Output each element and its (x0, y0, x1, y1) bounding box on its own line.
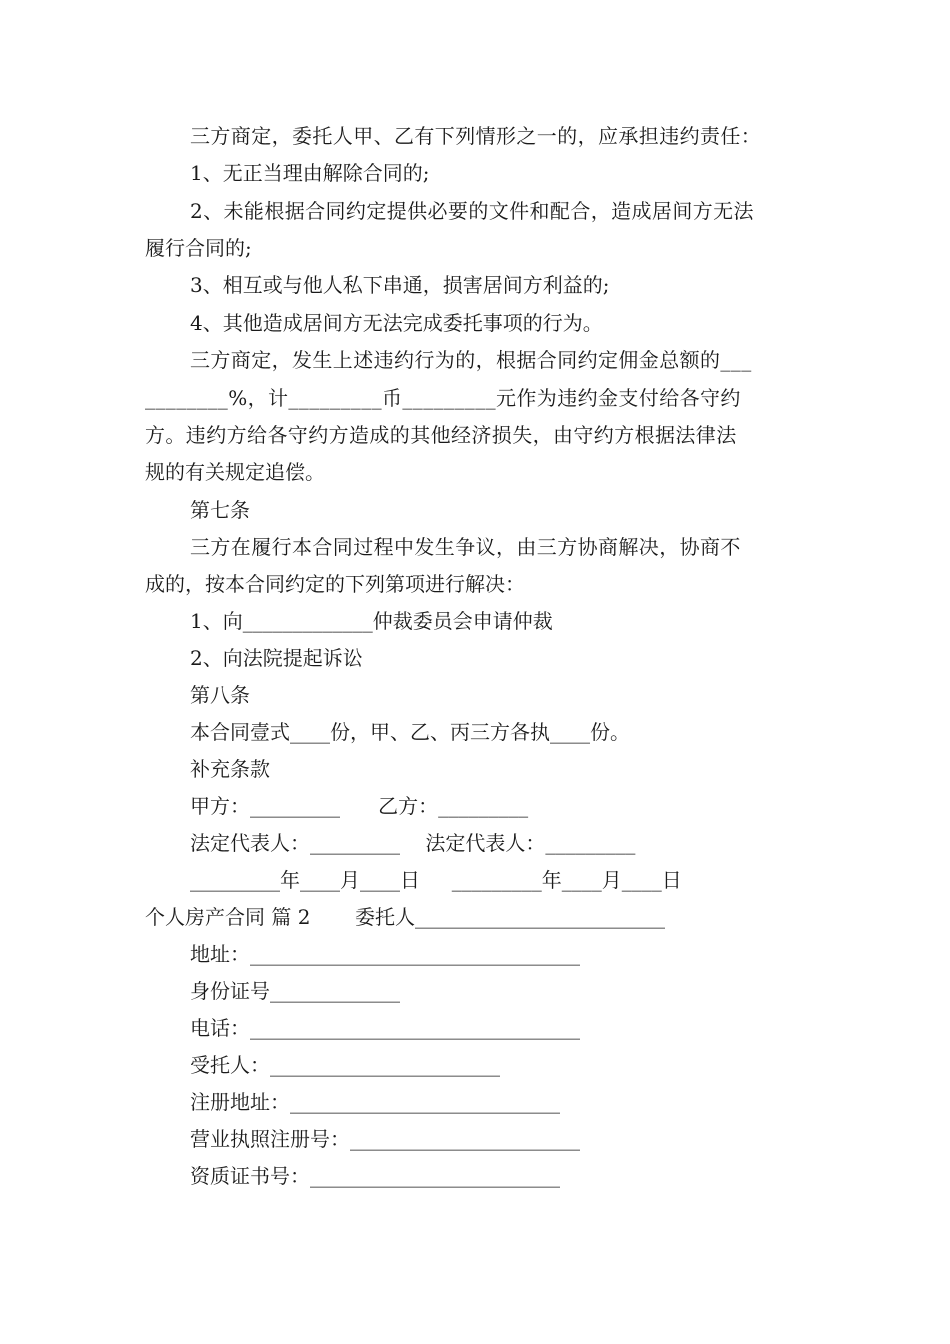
phone-field: 电话：_________________________________ (190, 1016, 580, 1040)
dispute-paragraph-line-2: 成的，按本合同约定的下列第项进行解决： (145, 572, 525, 596)
registered-address-field: 注册地址：___________________________ (190, 1090, 560, 1114)
breach-item-4: 4、其他造成居间方无法完成委托事项的行为。 (190, 311, 603, 335)
penalty-paragraph-line-4: 规的有关规定追偿。 (145, 460, 325, 484)
address-field: 地址：_________________________________ (190, 942, 580, 966)
article-7-heading: 第七条 (190, 498, 250, 522)
dispute-option-1: 1、向_____________仲裁委员会申请仲裁 (190, 609, 553, 633)
section-2-heading-client: 个人房产合同 篇 2 委托人_________________________ (145, 905, 665, 929)
copies-clause: 本合同壹式____份，甲、乙、丙三方各执____份。 (190, 720, 630, 744)
supplementary-terms-heading: 补充条款 (190, 757, 270, 781)
business-license-field: 营业执照注册号：_______________________ (190, 1127, 580, 1151)
penalty-paragraph-line-3: 方。违约方给各守约方造成的其他经济损失，由守约方根据法律法 (145, 423, 737, 447)
penalty-paragraph-line-2: ________%，计_________币_________元作为违约金支付给各守约 (145, 386, 741, 410)
breach-item-3: 3、相互或与他人私下串通，损害居间方利益的; (190, 273, 610, 297)
paragraph-breach-intro: 三方商定，委托人甲、乙有下列情形之一的，应承担违约责任： (190, 124, 762, 148)
dispute-option-2: 2、向法院提起诉讼 (190, 646, 363, 670)
penalty-paragraph-line-1: 三方商定，发生上述违约行为的，根据合同约定佣金总额的___ (190, 348, 752, 372)
legal-representative-line: 法定代表人：_________ 法定代表人：_________ (190, 831, 636, 855)
trustee-field: 受托人：_______________________ (190, 1053, 500, 1077)
breach-item-2: 2、未能根据合同约定提供必要的文件和配合，造成居间方无法 (190, 199, 754, 223)
dispute-paragraph-line-1: 三方在履行本合同过程中发生争议，由三方协商解决，协商不 (190, 535, 741, 559)
breach-item-2-cont: 履行合同的; (145, 236, 252, 260)
breach-item-1: 1、无正当理由解除合同的; (190, 161, 430, 185)
party-signature-line: 甲方：_________ 乙方：_________ (190, 794, 529, 818)
date-line: _________年____月____日 _________年____月____日 (190, 868, 682, 892)
id-number-field: 身份证号_____________ (190, 979, 400, 1003)
qualification-cert-field: 资质证书号：_________________________ (190, 1164, 560, 1188)
article-8-heading: 第八条 (190, 683, 250, 707)
